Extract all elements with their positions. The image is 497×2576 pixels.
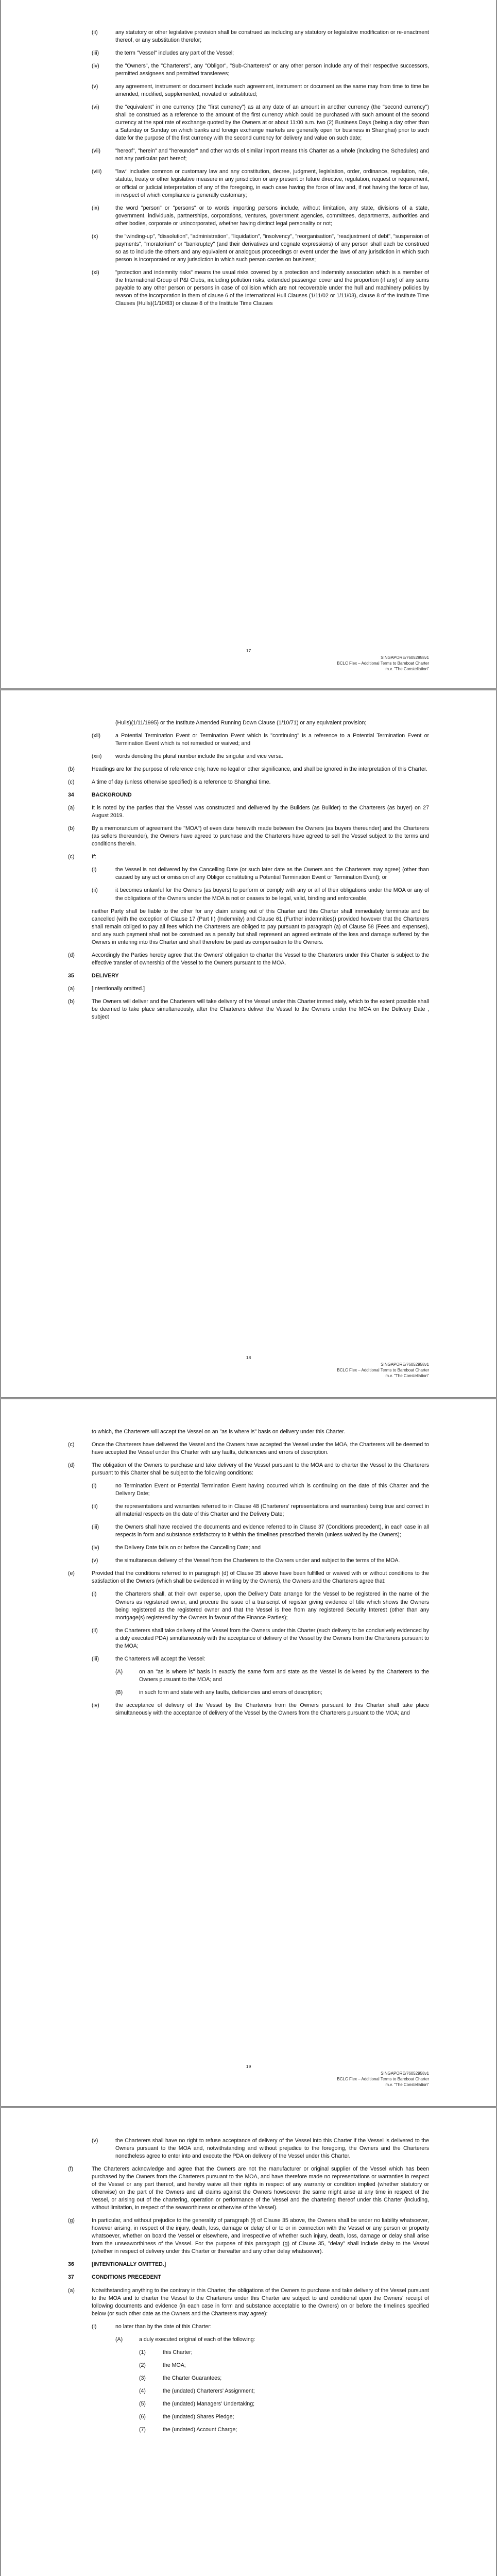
clause-label: (7) <box>139 2426 146 2433</box>
clause-text: a duly executed original of each of the following: <box>139 2336 255 2343</box>
clause-paragraph <box>68 2426 429 2434</box>
clause-paragraph <box>68 2336 429 2344</box>
clause-paragraph <box>68 2165 429 2212</box>
clause-label: (v) <box>92 1557 98 1564</box>
clause-label: (ii) <box>92 887 98 894</box>
clause-paragraph <box>68 1702 429 1717</box>
clause-label: (4) <box>139 2387 146 2394</box>
clause-text: on an "as is where is" basis in exactly the same form and state as the Vessel is delivered by the Charterers to the Owners pursuant to the MOA; and <box>139 1668 429 1683</box>
document-page-1 <box>1 0 496 688</box>
section-heading <box>68 2261 429 2268</box>
clause-paragraph <box>68 2413 429 2421</box>
clause-label: (v) <box>92 2138 98 2144</box>
paragraph-text: (Hulls)(1/11/1995) or the Institute Amended Running Down Clause (1/10/71) or any equivalent provision; <box>115 720 367 726</box>
clause-label: (vi) <box>92 104 99 111</box>
clause-text: the "Owners", the "Charterers", any "Obligor", "Sub-Charterers" or any other person include any of their respective successors, permitted assignees and permitted transferees; <box>115 63 429 77</box>
clause-label: (xi) <box>92 269 99 276</box>
clause-text: Accordingly the Parties hereby agree that the Owners' obligation to charter the Vessel to the Charterers under this Charter is subject to the effective transfer of ownership of the Vessel to the Owners pursuant to the MOA. <box>92 952 429 966</box>
clause-label: (a) <box>68 985 75 992</box>
clause-paragraph <box>68 29 429 44</box>
clause-text: the Charterers will accept the Vessel: <box>115 1655 205 1662</box>
clause-label: (a) <box>68 805 75 811</box>
section-title: CONDITIONS PRECEDENT <box>92 2274 161 2281</box>
clause-label: (f) <box>68 2166 73 2173</box>
clause-paragraph <box>68 766 429 773</box>
clause-paragraph <box>68 233 429 264</box>
clause-label: (ii) <box>92 1503 98 1510</box>
clause-text: "hereof", "herein" and "hereunder" and other words of similar import means this Charter as a whole (including the Schedules) and not any particular part hereof; <box>115 148 429 162</box>
clause-paragraph <box>68 1689 429 1697</box>
section-title: DELIVERY <box>92 972 119 979</box>
clause-paragraph <box>68 1523 429 1539</box>
clause-paragraph <box>68 1482 429 1498</box>
clause-paragraph <box>68 887 429 902</box>
clause-label: (iii) <box>92 50 99 57</box>
clause-paragraph <box>68 49 429 57</box>
clause-paragraph <box>68 2375 429 2382</box>
clause-label: (xiii) <box>92 753 102 760</box>
clause-label: (ii) <box>92 29 98 36</box>
clause-text: the (undated) Account Charge; <box>163 2426 237 2433</box>
clause-paragraph <box>68 1570 429 1585</box>
clause-text: the Owners shall have received the documents and evidence referred to in Clause 37 (Conditions precedent), in each case in all respects in form and substance satisfactory to it within the timelines prescribed therein (unless waived by the Owners); <box>115 1524 429 1538</box>
clause-text: [Intentionally omitted.] <box>92 985 145 992</box>
clause-label: (b) <box>68 998 75 1005</box>
section-number: 35 <box>68 972 74 979</box>
clause-text: the simultaneous delivery of the Vessel from the Charterers to the Owners under and subject to the terms of the MOA. <box>115 1557 400 1564</box>
clause-text: It is noted by the parties that the Vessel was constructed and delivered by the Builders (as Builder) to the Charterers (as buyer) on 27 August 2019. <box>92 805 429 819</box>
clause-paragraph <box>68 998 429 1021</box>
clause-text: Headings are for the purpose of reference only, have no legal or other significance, and shall be ignored in the interpretation of this Charter. <box>92 766 427 773</box>
continuation-paragraph <box>68 719 429 727</box>
clause-label: (iv) <box>92 1545 99 1551</box>
clause-text: the "equivalent" in one currency (the "first currency") as at any date of an amount in another currency (the "second currency") shall be construed as a reference to the amount of the first currency which could be purchased with such amount of the second currency at the spot rate of exchange quoted by the Owners at or about 11:00 a.m. two (2) Business Days (being a day other than a Saturday or Sunday on which banks and foreign exchange markets are generally open for business in Shanghai) prior to such date for the purpose of the first currency with the second currency for delivery and value on such date; <box>115 104 429 142</box>
section-heading <box>68 2274 429 2281</box>
clause-text: no later than by the date of this Charter: <box>115 2323 212 2330</box>
clause-label: (d) <box>68 952 75 958</box>
clause-label: (B) <box>115 1689 123 1696</box>
clause-text: the (undated) Managers' Undertaking; <box>163 2400 255 2407</box>
clause-text: The Owners will deliver and the Charterers will take delivery of the Vessel under this Charter immediately, which to the extent possible shall be deemed to take place simultaneously, after the Charterers deliver the Vessel to the Owners under the MOA on the Delivery Date , subject <box>92 998 429 1020</box>
footer-reference <box>337 2071 429 2088</box>
page-body <box>68 719 429 1026</box>
clause-text: words denoting the plural number include the singular and vice versa. <box>115 753 283 760</box>
clause-label: (A) <box>115 2336 123 2343</box>
clause-paragraph <box>68 1503 429 1518</box>
footer-vessel: m.v. "The Constellation" <box>385 2082 429 2087</box>
continuation-paragraph <box>68 908 429 946</box>
clause-paragraph <box>68 804 429 820</box>
clause-text: the (undated) Shares Pledge; <box>163 2413 234 2420</box>
clause-paragraph <box>68 2387 429 2395</box>
clause-text: any statutory or other legislative provision shall be construed as including any statutory or legislative modification or re-enactment thereof, or any substitution therefor; <box>115 29 429 44</box>
section-number: 36 <box>68 2261 74 2268</box>
clause-paragraph <box>68 1627 429 1650</box>
clause-text: the (undated) Charterers' Assignment; <box>163 2387 255 2394</box>
clause-label: (v) <box>92 83 98 90</box>
clause-text: The obligation of the Owners to purchase and take delivery of the Vessel pursuant to the MOA and to charter the Vessel to the Charterers pursuant to this Charter shall be subject to the following conditions: <box>92 1462 429 1477</box>
clause-label: (c) <box>68 854 75 860</box>
clause-text: By a memorandum of agreement the "MOA") of even date herewith made between the Owners (as buyers thereunder) and the Charterers (as sellers thereunder), the Owners have agreed to purchase and the Charterers have agreed to sell the Vessel subject to the terms and conditions therein. <box>92 825 429 848</box>
clause-text: the "winding-up", "dissolution", "administration", "liquidation", "insolvency", "reorganisation", "readjustment of debt", "suspension of payments", "moratorium" or "bankruptcy" (and their derivatives and cognate expressions) of any person shall each be construed so as to include the others and any equivalent or analogous proceedings or event under the laws of any jurisdiction in which such person is incorporated or any jurisdiction in which such person carries on business; <box>115 233 429 263</box>
clause-label: (iii) <box>92 1524 99 1531</box>
footer-ref: SINGAPORE/76052958v1 <box>381 2071 429 2076</box>
clause-label: (i) <box>92 2323 97 2330</box>
clause-text: the Charterers shall take delivery of the Vessel from the Owners under this Charter (such delivery to be conclusively evidenced by a duly executed PDA) simultaneously with the acceptance of delivery of the Vessel by the Owners from the Charterers pursuant to the MOA; <box>115 1627 429 1649</box>
clause-text: this Charter; <box>163 2349 193 2355</box>
clause-label: (a) <box>68 2287 75 2294</box>
clause-text: any agreement, instrument or document include such agreement, instrument or document as the same may from time to time be amended, modified, supplemented, novated or substituted; <box>115 83 429 98</box>
clause-paragraph <box>68 269 429 308</box>
clause-text: "protection and indemnity risks" means the usual risks covered by a protection and indemnity association which is a member of the International Group of P&I Clubs, including pollution risks, extended passenger cover and the proportion (if any) of any sums payable to any other person or persons in case of collision which are not recoverable under the hull and machinery policies by reason of the incorporation in them of clause 6 of the International Hull Clauses (1/11/02 or 1/11/03), clause 8 of the Institute Time Clauses (Hulls)(1/10/83) or clause 8 of the Institute Time Clauses <box>115 269 429 307</box>
clause-text: the MOA; <box>163 2362 186 2368</box>
clause-label: (iv) <box>92 1702 99 1708</box>
clause-paragraph <box>68 2217 429 2256</box>
footer-reference <box>337 655 429 672</box>
clause-paragraph <box>68 866 429 882</box>
clause-paragraph <box>68 2400 429 2408</box>
clause-paragraph <box>68 732 429 748</box>
footer-ref: SINGAPORE/76052958v1 <box>381 1362 429 1367</box>
page-body <box>68 29 429 313</box>
footer-form: BCLC Flex – Additional Terms to Bareboat Charter <box>337 2076 429 2081</box>
section-heading <box>68 791 429 799</box>
clause-paragraph <box>68 952 429 967</box>
page-number: 19 <box>246 2064 251 2069</box>
clause-paragraph <box>68 168 429 199</box>
clause-paragraph <box>68 1590 429 1621</box>
footer-vessel: m.v. "The Constellation" <box>385 1373 429 1378</box>
footer-reference <box>337 1362 429 1379</box>
clause-paragraph <box>68 2362 429 2369</box>
clause-label: (viii) <box>92 168 102 175</box>
clause-label: (x) <box>92 233 98 240</box>
clause-text: the Charterers shall, at their own expense, upon the Delivery Date arrange for the Vessel to be registered in the name of the Owners as registered owner, and procure the issue of a transcript of register giving evidence of title which shows the Owners being registered as the registered owner and that the Vessel is free from any registered Security Interest (other than any mortgage(s) registered by the Owners in favour of the Finance Parties); <box>115 1591 429 1621</box>
paragraph-text: to which, the Charterers will accept the Vessel on an "as is where is" basis on delivery under this Charter. <box>92 1429 346 1435</box>
document-page-4 <box>1 2108 496 2576</box>
clause-label: (iv) <box>92 63 99 70</box>
clause-label: (vii) <box>92 148 101 155</box>
clause-paragraph <box>68 1462 429 1477</box>
clause-label: (iii) <box>92 1655 99 1662</box>
paragraph-text: neither Party shall be liable to the other for any claim arising out of this Charter and this Charter shall immediately terminate and be cancelled (with the exception of Clause 17 (Part II) (Indemnity) and Clause 61 (Further indemnities)) provided however that the Charterers shall remain obliged to pay all fees which the Charterers are obliged to pay pursuant to paragraph (a) of Clause 58 (Fees and expenses), and any such payment shall not be construed as a penalty but shall represent an agreed estimate of the loss and damage suffered by the Owners in entering into this Charter and shall therefore be paid as compensation to the Owners. <box>92 908 429 945</box>
clause-text: the Charterers shall have no right to refuse acceptance of delivery of the Vessel into this Charter if the Vessel is delivered to the Owners pursuant to the MOA and, notwithstanding and without prejudice to the foregoing, the Owners and the Charterers nonetheless agree to enter into and execute the PDA on delivery of the Vessel under this Charter. <box>115 2138 429 2160</box>
page-body <box>68 2137 429 2439</box>
clause-text: the acceptance of delivery of the Vessel by the Charterers from the Owners pursuant to this Charter shall take place simultaneously with the acceptance of delivery of the Vessel by the Owners from the Charterers pursuant to the MOA; and <box>115 1702 429 1716</box>
clause-paragraph <box>68 1557 429 1565</box>
clause-label: (c) <box>68 779 75 786</box>
clause-label: (b) <box>68 825 75 832</box>
clause-label: (ix) <box>92 205 99 211</box>
clause-label: (e) <box>68 1570 75 1577</box>
clause-label: (3) <box>139 2375 146 2381</box>
section-number: 34 <box>68 792 74 799</box>
clause-label: (c) <box>68 1442 75 1448</box>
page-number: 17 <box>246 648 251 653</box>
clause-paragraph <box>68 2137 429 2160</box>
clause-paragraph <box>68 83 429 98</box>
clause-text: a Potential Termination Event or Termination Event which is "continuing" is a reference to a Potential Termination Event or Termination Event which is not remedied or waived; and <box>115 733 429 747</box>
clause-paragraph <box>68 147 429 163</box>
clause-label: (i) <box>92 1591 97 1598</box>
clause-paragraph <box>68 62 429 78</box>
clause-text: the term "Vessel" includes any part of the Vessel; <box>115 50 234 57</box>
clause-paragraph <box>68 985 429 993</box>
clause-paragraph <box>68 205 429 228</box>
clause-text: Once the Charterers have delivered the Vessel and the Owners have accepted the Vessel under the MOA, the Charterers will be deemed to have accepted the Vessel under this Charter with any faults, deficiencies and errors of description. <box>92 1442 429 1456</box>
footer-form: BCLC Flex – Additional Terms to Bareboat Charter <box>337 660 429 666</box>
page-body <box>68 1428 429 1722</box>
footer-vessel: m.v. "The Constellation" <box>385 666 429 671</box>
clause-paragraph <box>68 1668 429 1684</box>
continuation-paragraph <box>68 1428 429 1436</box>
clause-paragraph <box>68 1441 429 1456</box>
clause-paragraph <box>68 1655 429 1663</box>
section-title: [INTENTIONALLY OMITTED.] <box>92 2261 166 2268</box>
clause-label: (xii) <box>92 733 101 739</box>
clause-label: (6) <box>139 2413 146 2420</box>
clause-paragraph <box>68 2287 429 2318</box>
clause-text: In particular, and without prejudice to the generality of paragraph (f) of Clause 35 above, the Owners shall be under no liability whatsoever, however arising, in respect of the injury, death, loss, damage or delay of or to or in connection with the Vessel or any person or property whatsoever, whether on board the Vessel or elsewhere, and irrespective of whether such injury, death, loss, damage or delay shall arise from the unseaworthiness of the Vessel. For the purpose of this paragraph (g) of Clause 35, "delay" shall include delay to the Vessel (whether in respect of delivery under this Charter or thereafter and any other delay whatsoever). <box>92 2217 429 2255</box>
clause-text: in such form and state with any faults, deficiencies and errors of description; <box>139 1689 322 1696</box>
clause-label: (b) <box>68 766 75 773</box>
clause-paragraph <box>68 853 429 861</box>
clause-text: Notwithstanding anything to the contrary in this Charter, the obligations of the Owners to purchase and take delivery of the Vessel pursuant to the MOA and to charter the Vessel to the Charterers under this Charter are subject to and conditional upon the Owners' receipt of following documents and evidence (in each case in form and substance acceptable to the Owners) on or before the timelines specified below (or such other date as the Owners and the Charterers may agree): <box>92 2287 429 2317</box>
clause-label: (2) <box>139 2362 146 2368</box>
clause-label: (ii) <box>92 1627 98 1634</box>
clause-paragraph <box>68 104 429 142</box>
clause-label: (5) <box>139 2400 146 2407</box>
clause-text: "law" includes common or customary law and any constitution, decree, judgment, legislation, order, ordinance, regulation, rule, statute, treaty or other legislative measure in any jurisdiction or any present or future directive, regulation, request or requirement, or official or judicial interpretation of any of the foregoing, in each case having the force of law and, if not having the force of law, in respect of which compliance is generally customary; <box>115 168 429 198</box>
clause-text: Provided that the conditions referred to in paragraph (d) of Clause 35 above have been fulfilled or waived with or without conditions to the satisfaction of the Owners (which shall be evidenced in writing by the Owners), the Owners and the Charterers agree that: <box>92 1570 429 1585</box>
document-page-3 <box>1 1399 496 2106</box>
clause-paragraph <box>68 2323 429 2331</box>
clause-label: (i) <box>92 1483 97 1489</box>
clause-text: the Charter Guarantees; <box>163 2375 222 2381</box>
clause-label: (g) <box>68 2217 75 2224</box>
section-heading <box>68 972 429 980</box>
clause-text: A time of day (unless otherwise specified) is a reference to Shanghai time. <box>92 779 271 786</box>
clause-text: the representations and warranties referred to in Clause 48 (Charterers' representations and warranties) being true and correct in all material respects on the date of this Charter and the Delivery Date; <box>115 1503 429 1518</box>
section-number: 37 <box>68 2274 74 2281</box>
clause-label: (d) <box>68 1462 75 1469</box>
clause-text: the word "person" or "persons" or to words importing persons include, without limitation, any state, divisions of a state, government, individuals, partnerships, corporations, ventures, government agencies, committees, departments, authorities and other bodies, corporate or unincorporated, whether having distinct legal personality or not; <box>115 205 429 227</box>
clause-text: the Delivery Date falls on or before the Cancelling Date; and <box>115 1545 261 1551</box>
clause-text: no Termination Event or Potential Termination Event having occurred which is continuing on the date of this Charter and the Delivery Date; <box>115 1483 429 1497</box>
clause-text: it becomes unlawful for the Owners (as buyers) to perform or comply with any or all of their obligations under the MOA or any of the obligations of the Owners under the MOA is not or ceases to be legal, valid, binding and enforceable, <box>115 887 429 902</box>
clause-paragraph <box>68 2349 429 2357</box>
clause-text: The Charterers acknowledge and agree that the Owners are not the manufacturer or original supplier of the Vessel which has been purchased by the Owners from the Charterers pursuant to the MOA, and have therefore made no representations or warranties in respect of the Vessel or any part thereof, and hereby waive all their rights in respect of any warranty or condition implied (whether statutory or otherwise) on the part of the Owners and all claims against the Owners howsoever the same might arise at any time in respect of the Vessel, or arising out of the chartering, operation or performance of the Vessel and the chartering thereof under this Charter (including, without limitation, in respect of the seaworthiness or otherwise of the Vessel). <box>92 2166 429 2211</box>
clause-label: (i) <box>92 867 97 873</box>
clause-paragraph <box>68 1544 429 1552</box>
section-title: BACKGROUND <box>92 792 132 799</box>
clause-paragraph <box>68 753 429 760</box>
footer-ref: SINGAPORE/76052958v1 <box>381 655 429 660</box>
clause-paragraph <box>68 778 429 786</box>
page-number: 18 <box>246 1355 251 1360</box>
document-page-2 <box>1 690 496 1397</box>
clause-text: the Vessel is not delivered by the Cancelling Date (or such later date as the Owners and the Charterers may agree) (other than caused by any act or omission of any Obligor constituting a Potential Termination Event or Termination Event); or <box>115 867 429 881</box>
clause-label: (A) <box>115 1668 123 1675</box>
clause-label: (1) <box>139 2349 146 2355</box>
clause-text: If: <box>92 854 96 860</box>
footer-form: BCLC Flex – Additional Terms to Bareboat Charter <box>337 1367 429 1372</box>
clause-paragraph <box>68 825 429 848</box>
